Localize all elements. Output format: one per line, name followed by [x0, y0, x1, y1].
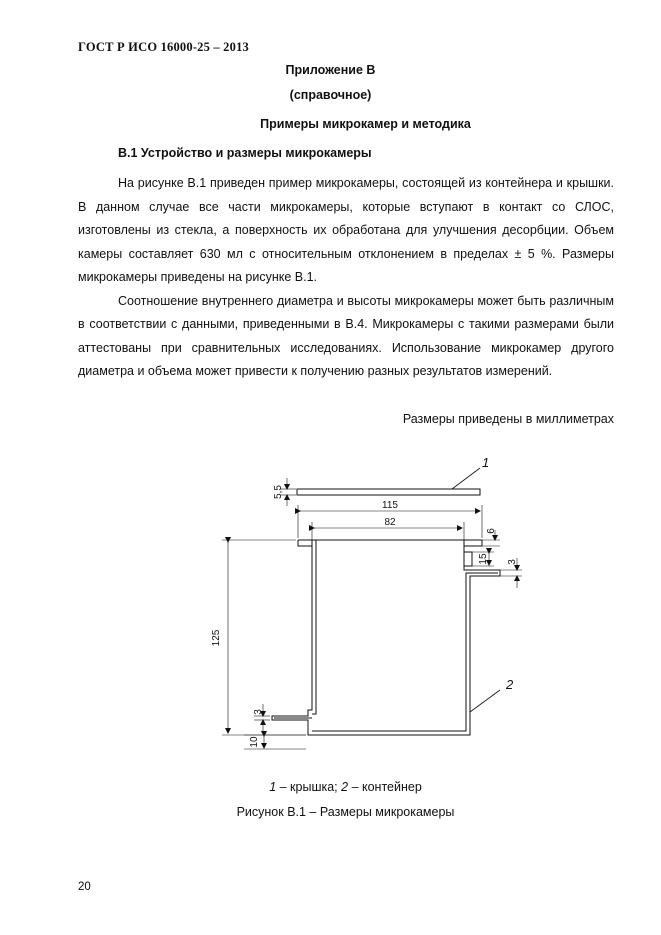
- figure-legend: [0, 780, 661, 794]
- lid-shape: [297, 489, 480, 495]
- section-heading: В.1 Устройство и размеры микрокамеры: [118, 146, 372, 160]
- dim-step: 15: [478, 553, 489, 565]
- appendix-status: (справочное): [289, 88, 372, 102]
- appendix-subtitle: Примеры микрокамер и методика: [260, 117, 471, 131]
- figure-caption: Рисунок В.1 – Размеры микрокамеры: [236, 805, 455, 819]
- callout-2: 2: [506, 677, 514, 692]
- legend-num-1: 1: [269, 780, 277, 794]
- document-code: ГОСТ Р ИСО 16000-25 – 2013: [78, 40, 249, 54]
- dimensions-note: Размеры приведены в миллиметрах: [402, 412, 614, 426]
- dim-base: 10: [249, 736, 260, 748]
- dim-outlet-left: 3: [253, 709, 264, 715]
- rim-step: [464, 552, 472, 566]
- dim-outlet-right: 3: [507, 559, 518, 565]
- appendix-title: Приложение В: [285, 63, 376, 77]
- dim-inner-width: 82: [384, 517, 396, 528]
- dim-rim-height: 6: [486, 528, 497, 534]
- paragraph-2: Соотношение внутреннего диаметра и высоты микрокамеры может быть различным в соответствии с данными, приведенными в В.4. Микрокамеры с такими размерами были аттестованы при сравнительных исследованиях. Использование микрокамер другого диаметра и объема может привести к получению разных результатов измерений.: [78, 293, 614, 378]
- dim-outer-width: 115: [382, 500, 398, 511]
- container-rim: [298, 540, 482, 546]
- dim-height: 125: [211, 629, 222, 647]
- paragraph-1: На рисунке В.1 приведен пример микрокамеры, состоящей из контейнера и крышки. В данном случае все части микрокамеры, которые вступают в контакт со СЛОС, изготовлены из стекла, а поверхность их обработана для улучшения десорбции. Объем камеры составляет 630 мл с относительным отклонением в пределах ± 5 %. Размеры микрокамеры приведены на рисунке В.1.: [78, 176, 614, 284]
- legend-text-1: – крышка;: [276, 780, 342, 794]
- legend-text-2: – контейнер: [348, 780, 422, 794]
- page-number: 20: [78, 881, 91, 893]
- dim-lid-thickness: 5,5: [273, 485, 284, 499]
- callout-1: 1: [482, 455, 490, 470]
- legend-num-2: 2: [341, 780, 349, 794]
